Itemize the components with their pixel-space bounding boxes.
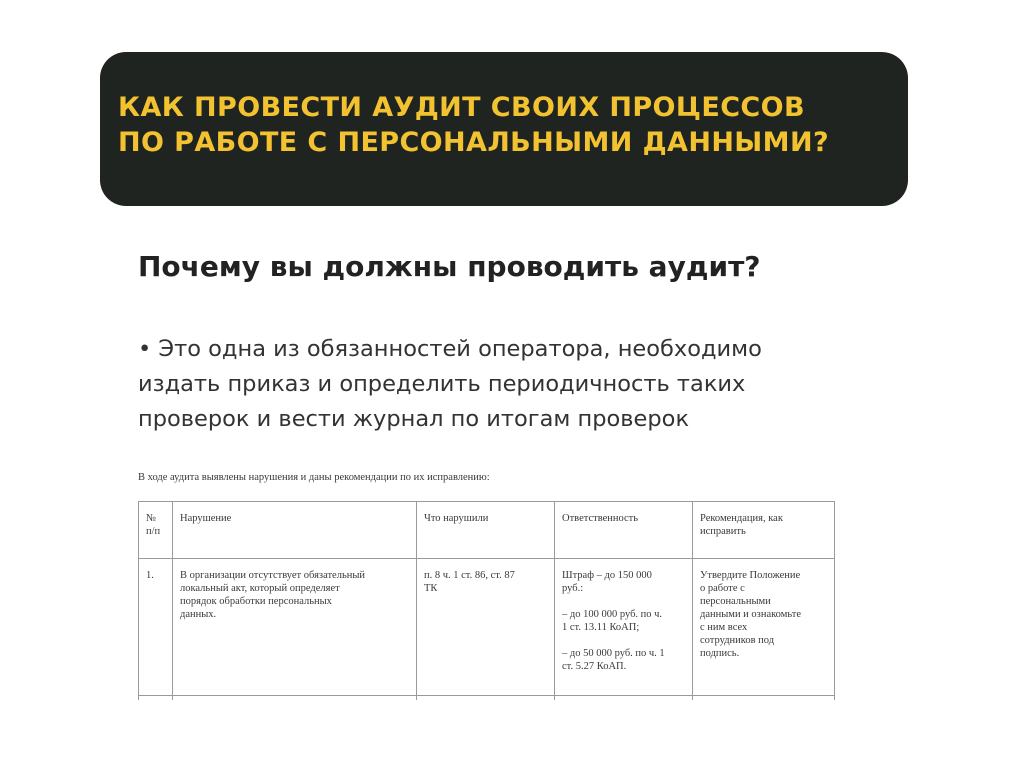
cell-what: п. 8 ч. 1 ст. 86, ст. 87 ТК xyxy=(417,559,555,696)
bullet-line-1: • Это одна из обязанностей оператора, необходимо xyxy=(138,336,762,362)
header-number: № п/п xyxy=(139,502,173,559)
cell-violation: В организации отсутствует обязательный локальный акт, который определяет порядок обработки персональных данных. xyxy=(173,559,417,696)
section-heading: Почему вы должны проводить аудит? xyxy=(138,250,761,283)
table-row xyxy=(139,559,835,696)
bullet-line-2: издать приказ и определить периодичность таких xyxy=(138,371,746,397)
cell-responsibility: Штраф – до 150 000 руб.: – до 100 000 руб. по ч. 1 ст. 13.11 КоАП; – до 50 000 руб. по ч. 1 ст. 5.27 КоАП. xyxy=(555,559,693,696)
bullet-line-3: проверок и вести журнал по итогам проверок xyxy=(138,406,690,432)
header-violation: Нарушение xyxy=(173,502,417,559)
cell-number: 1. xyxy=(139,559,173,696)
header-what: Что нарушили xyxy=(417,502,555,559)
table-header-row xyxy=(139,502,835,559)
cell-recommendation: Утвердите Положение о работе с персональными данными и ознакомьте с ним всех сотрудников под подпись. xyxy=(693,559,835,696)
bullet-paragraph xyxy=(138,332,898,437)
header-responsibility: Ответственность xyxy=(555,502,693,559)
title-line-2: ПО РАБОТЕ С ПЕРСОНАЛЬНЫМИ ДАННЫМИ? xyxy=(118,127,830,158)
document-caption: В ходе аудита выявлены нарушения и даны рекомендации по их исправлению: xyxy=(138,472,490,483)
audit-table xyxy=(138,501,835,700)
title-banner xyxy=(100,52,908,206)
table-row-partial xyxy=(139,696,835,701)
header-recommendation: Рекомендация, как исправить xyxy=(693,502,835,559)
title-line-1: КАК ПРОВЕСТИ АУДИТ СВОИХ ПРОЦЕССОВ xyxy=(118,92,805,123)
